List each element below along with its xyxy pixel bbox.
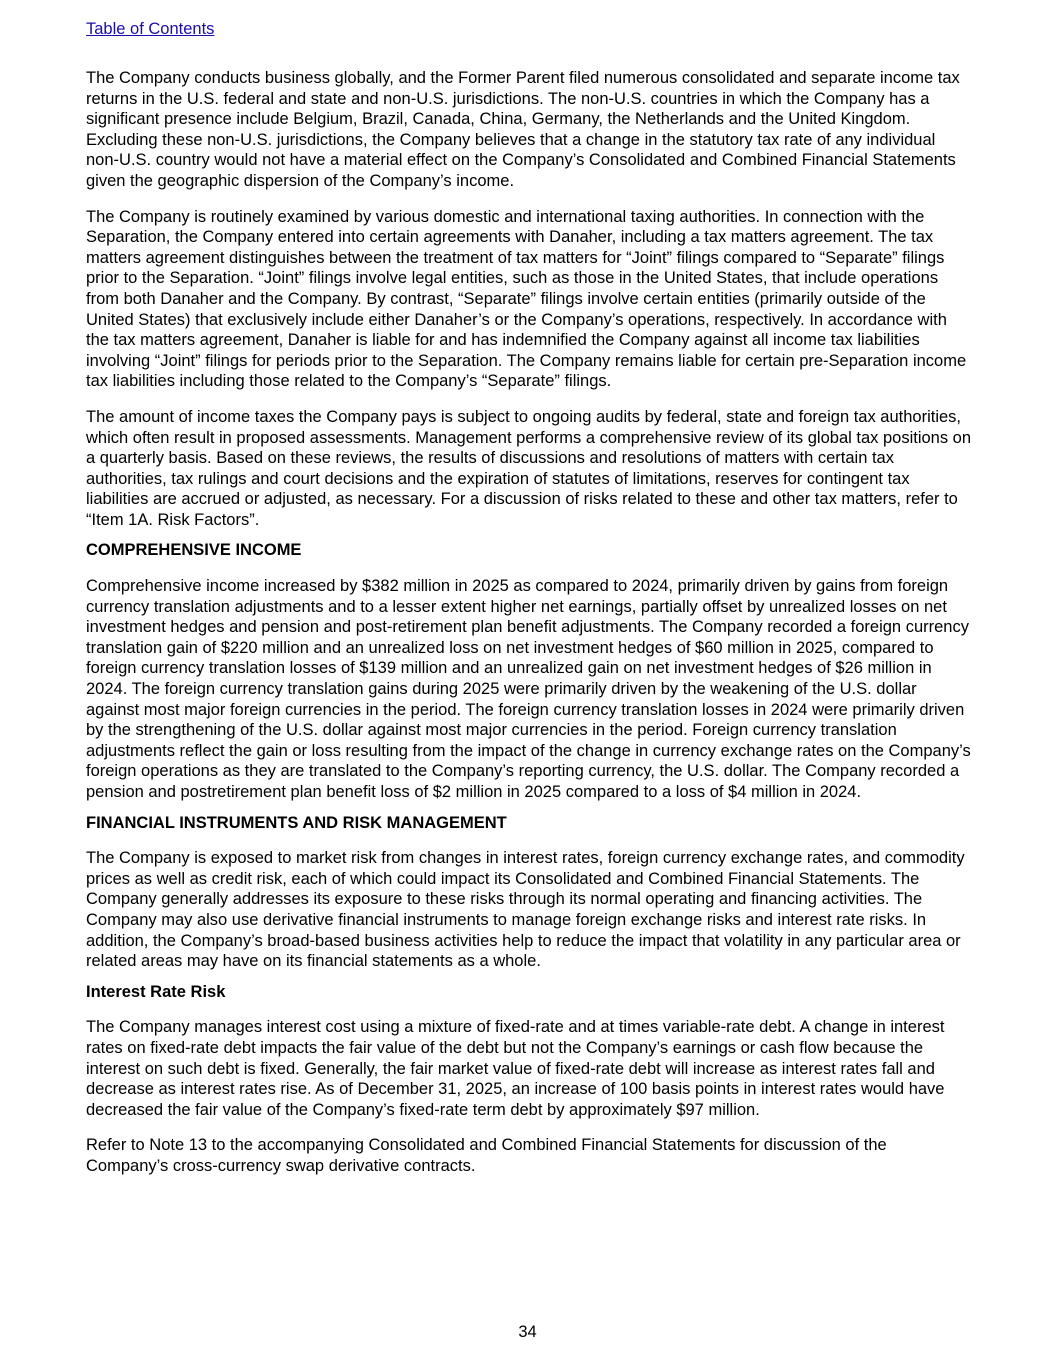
paragraph-financial-instruments: The Company is exposed to market risk from changes in interest rates, foreign currency exchange rates, and commodity prices as well as credit risk, each of which could impact its Consolidated and Combined Financial Statements. The Company generally addresses its exposure to these risks through its normal operating and financing activities. The Company may also use derivative financial instruments to manage foreign exchange risks and interest rate risks. In addition, the Company’s broad-based business activities help to reduce the impact that volatility in any particular area or related areas may have on its financial statements as a whole. — [86, 849, 965, 971]
paragraph-cross-currency-swaps: Refer to Note 13 to the accompanying Consolidated and Combined Financial Statements for discussion of the Company’s cross-currency swap derivative contracts. — [86, 1136, 887, 1175]
paragraph-interest-rate-risk: The Company manages interest cost using a mixture of fixed-rate and at times variable-rate debt. A change in interest rates on fixed-rate debt impacts the fair value of the debt but not the Company’s earnings or cash flow because the interest on such debt is fixed. Generally, the fair market value of fixed-rate debt will increase as interest rates fall and decrease as interest rates rise. As of December 31, 2025, an increase of 100 basis points in interest rates would have decreased the fair value of the Company’s fixed-rate term debt by approximately $97 million. — [86, 1018, 945, 1119]
paragraph-tax-examinations: The Company is routinely examined by various domestic and international taxing authorities. In connection with the Separation, the Company entered into certain agreements with Danaher, including a tax matters agreement. The tax matters agreement distinguishes between the treatment of tax matters for “Joint” filings compared to “Separate” filings prior to the Separation. “Joint” filings involve legal entities, such as those in the United States, that include operations from both Danaher and the Company. By contrast, “Separate” filings involve certain entities (primarily outside of the United States) that exclusively include either Danaher’s or the Company’s operations, respectively. In accordance with the tax matters agreement, Danaher is liable for and has indemnified the Company against all income tax liabilities involving “Joint” filings for periods prior to the Separation. The Company remains liable for certain pre-Separation income tax liabilities including those related to the Company’s “Separate” filings. — [86, 207, 967, 391]
document-body — [86, 68, 972, 1177]
heading-financial-instruments: FINANCIAL INSTRUMENTS AND RISK MANAGEMENT — [86, 813, 507, 832]
heading-interest-rate-risk: Interest Rate Risk — [86, 982, 226, 1001]
page-number: 34 — [518, 1323, 537, 1341]
table-of-contents-link[interactable]: Table of Contents — [86, 20, 215, 38]
document-page — [86, 18, 972, 1192]
paragraph-tax-audits: The amount of income taxes the Company pays is subject to ongoing audits by federal, state and foreign tax authorities, which often result in proposed assessments. Management performs a comprehensive review of its global tax positions on a quarterly basis. Based on these reviews, the results of discussions and resolutions of matters with certain tax authorities, tax rulings and court decisions and the expiration of statutes of limitations, reserves for contingent tax liabilities are accrued or adjusted, as necessary. For a discussion of risks related to these and other tax matters, refer to “Item 1A. Risk Factors”. — [86, 407, 972, 529]
paragraph-tax-jurisdictions: The Company conducts business globally, and the Former Parent filed numerous consolidated and separate income tax returns in the U.S. federal and state and non-U.S. jurisdictions. The non-U.S. countries in which the Company has a significant presence include Belgium, Brazil, Canada, China, Germany, the Netherlands and the United Kingdom. Excluding these non-U.S. jurisdictions, the Company believes that a change in the statutory tax rate of any individual non-U.S. country would not have a material effect on the Company’s Consolidated and Combined Financial Statements given the geographic dispersion of the Company’s income. — [86, 69, 960, 190]
paragraph-comprehensive-income: Comprehensive income increased by $382 million in 2025 as compared to 2024, primarily driven by gains from foreign currency translation adjustments and to a lesser extent higher net earnings, partially offset by unrealized losses on net investment hedges and pension and post-retirement plan benefit adjustments. The Company recorded a foreign currency translation gain of $220 million and an unrealized loss on net investment hedges of $60 million in 2025, compared to foreign currency translation losses of $139 million and an unrealized gain on net investment hedges of $26 million in 2024. The foreign currency translation gains during 2025 were primarily driven by the weakening of the U.S. dollar against most major foreign currencies in the period. The foreign currency translation losses in 2024 were primarily driven by the strengthening of the U.S. dollar against most major currencies in the period. Foreign currency translation adjustments reflect the gain or loss resulting from the impact of the change in currency exchange rates on the Company’s foreign operations as they are translated to the Company’s reporting currency, the U.S. dollar. The Company recorded a pension and postretirement plan benefit loss of $2 million in 2025 compared to a loss of $4 million in 2024. — [86, 577, 971, 801]
heading-comprehensive-income: COMPREHENSIVE INCOME — [86, 541, 302, 560]
